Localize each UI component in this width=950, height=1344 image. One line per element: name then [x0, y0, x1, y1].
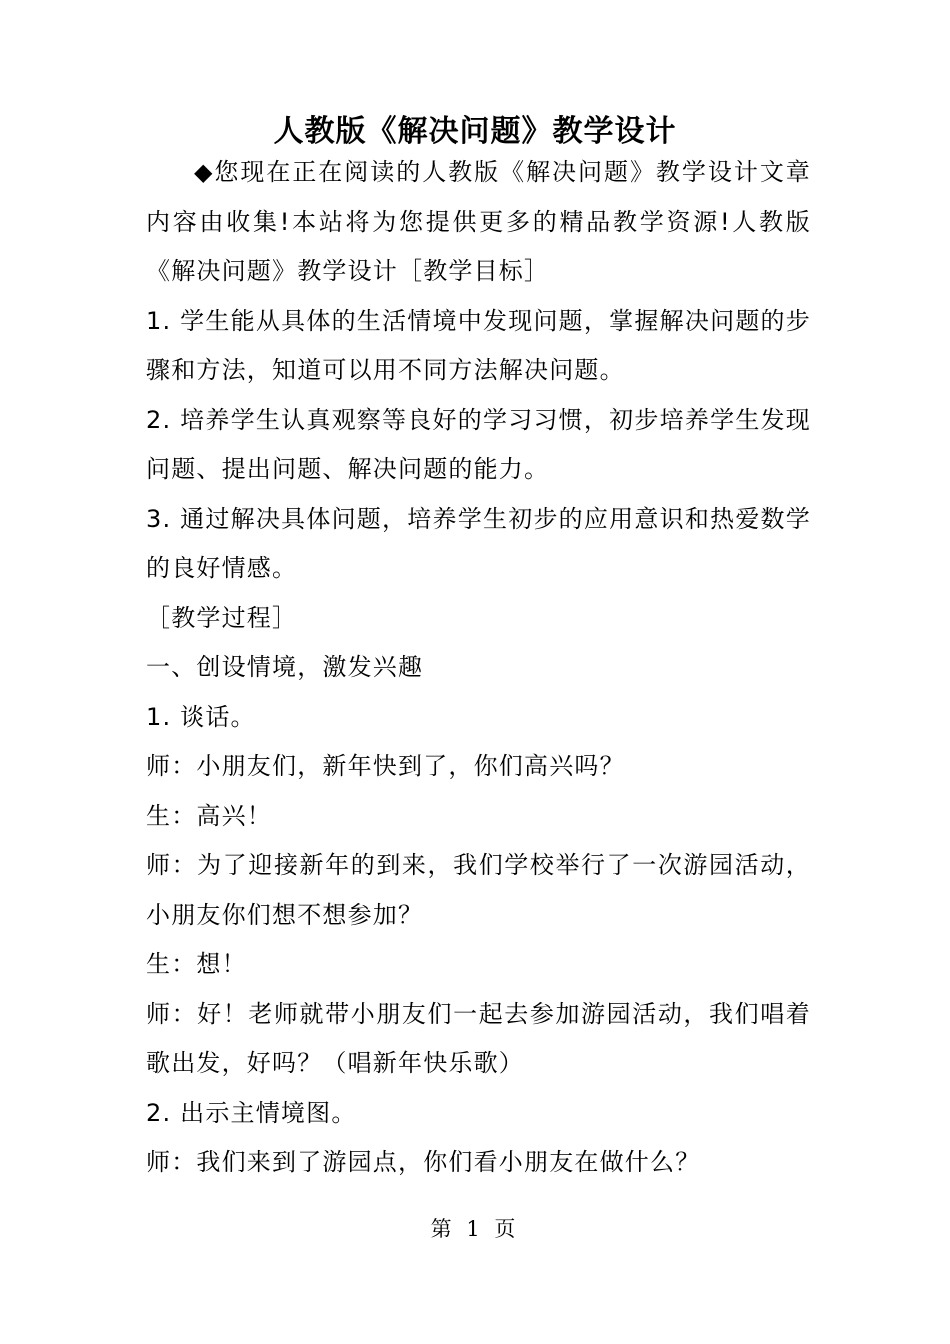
document-title: 人教版《解决问题》教学设计 [273, 114, 677, 150]
page-number: 第 1 页 [430, 1217, 520, 1241]
step-heading-1: 一、创设情境，激发兴趣 [146, 653, 424, 681]
section-heading-process: ［教学过程］ [146, 603, 298, 632]
dialogue-line: 生：高兴！ [146, 801, 272, 830]
dialogue-line: 师：我们来到了游园点，你们看小朋友在做什么？ [146, 1148, 701, 1176]
document-body [146, 148, 811, 1188]
substep-1: 1. 谈话。 [146, 702, 256, 731]
objective-3: 3. 通过解决具体问题，培养学生初步的应用意识和热爱数学的良好情感。 [146, 504, 811, 582]
substep-2: 2. 出示主情境图。 [146, 1098, 357, 1127]
objective-2: 2. 培养学生认真观察等良好的学习习惯，初步培养学生发现问题、提出问题、解决问题的能力。 [146, 405, 811, 483]
objective-1: 1. 学生能从具体的生活情境中发现问题，掌握解决问题的步骤和方法，知道可以用不同方法解决问题。 [146, 306, 811, 384]
dialogue-line: 师：为了迎接新年的到来，我们学校举行了一次游园活动，小朋友你们想不想参加？ [146, 851, 811, 929]
dialogue-line: 生：想！ [146, 950, 247, 978]
dialogue-line: 师：小朋友们，新年快到了，你们高兴吗？ [146, 752, 625, 780]
intro-paragraph: ◆您现在正在阅读的人教版《解决问题》教学设计文章内容由收集!本站将为您提供更多的精品教学资源!人教版《解决问题》教学设计［教学目标］ [146, 158, 811, 285]
dialogue-line: 师：好！老师就带小朋友们一起去参加游园活动，我们唱着歌出发，好吗？（唱新年快乐歌） [146, 999, 811, 1077]
